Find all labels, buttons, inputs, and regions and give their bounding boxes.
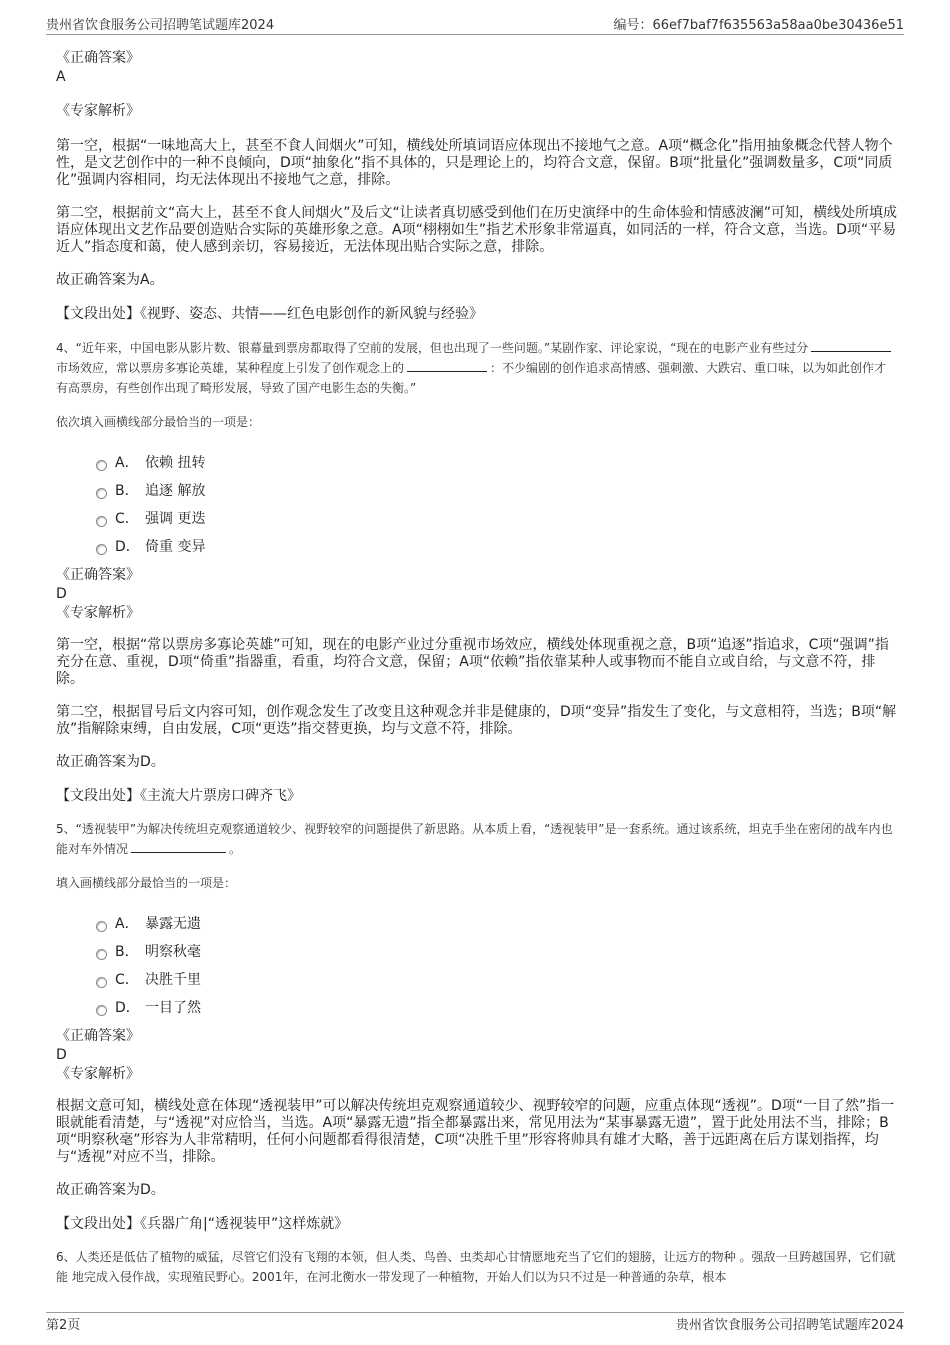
q4-stem-part-2: 市场效应，常以票房多寡论英雄，某种程度上引发了创作观念上的 bbox=[56, 361, 405, 375]
q4-instruction: 依次填入画横线部分最恰当的一项是： bbox=[56, 415, 261, 429]
radio-icon[interactable] bbox=[96, 460, 107, 471]
q5-instruction: 填入画横线部分最恰当的一项是： bbox=[56, 876, 237, 890]
q4-option-a[interactable]: A． 依赖 扭转 bbox=[96, 449, 898, 477]
q3-analysis-p2: 第二空，根据前文“高大上，甚至不食人间烟火”及后文“让读者真切感受到他们在历史演绎中的生命体验和情感波澜”可知，横线处所填成语应体现出文艺作品要创造贴合实际的英雄形象之意。A项“栩栩如生”指艺术形象非常逼真，如同活的一样，符合文意，当选。D项“平易近人”指态度和蔼，使人感到亲切，容易接近，无法体现出贴合实际之意，排除。 bbox=[56, 205, 898, 255]
q5-answer: D bbox=[56, 1047, 67, 1063]
q5-options bbox=[56, 910, 898, 1022]
q4-answer-label: 《正确答案》 bbox=[56, 567, 140, 583]
q5-answer-label: 《正确答案》 bbox=[56, 1028, 140, 1044]
q5-analysis-p1: 根据文意可知，横线处意在体现“透视装甲”可以解决传统坦克观察通道较少、视野较窄的问题，应重点体现“透视”。D项“一目了然”指一眼就能看清楚，与“透视”对应恰当，当选。A项“暴露无遗”指全都暴露出来，常见用法为“某事暴露无遗”，置于此处用法不当，排除；B项“明察秋毫”形容为人非常精明，任何小问题都看得很清楚，C项“决胜千里”形容将帅具有雄才大略，善于远距离在后方谋划指挥，均与“透视”对应不当，排除。 bbox=[56, 1098, 895, 1165]
page-header bbox=[46, 14, 904, 35]
q4-blank-1 bbox=[811, 351, 891, 352]
q4-stem-part-1: 4、“近年来，中国电影从影片数、银幕量到票房都取得了空前的发展，但也出现了一些问题。”某剧作家、评论家说，“现在的电影产业有些过分 bbox=[56, 341, 809, 355]
q4-stem-part-3: ：不少编剧的创作追求高情感、强刺激、大跌宕、重口味，以为如此创作才有高票房，有些创作出现了畸形发展，导致了国产电影生态的失衡。” bbox=[56, 361, 887, 395]
q5-stem bbox=[56, 819, 898, 859]
q3-source: 【文段出处】《视野、姿态、共情——红色电影创作的新风貌与经验》 bbox=[56, 306, 483, 322]
q4-stem bbox=[56, 338, 898, 398]
header-title: 贵州省饮食服务公司招聘笔试题库2024 bbox=[46, 18, 275, 33]
q5-source: 【文段出处】《兵器广角|“透视装甲”这样炼就》 bbox=[56, 1216, 349, 1232]
q5-option-a[interactable]: A． 暴露无遗 bbox=[96, 910, 898, 938]
radio-icon[interactable] bbox=[96, 977, 107, 988]
radio-icon[interactable] bbox=[96, 949, 107, 960]
q5-stem-part-1: 5、“透视装甲”为解决传统坦克观察通道较少、视野较窄的问题提供了新思路。从本质上看，“透视装甲”是一套系统。通过该系统，坦克手坐在密闭的战车内也能对车外情况 bbox=[56, 822, 893, 856]
q4-analysis-p2: 第二空，根据冒号后文内容可知，创作观念发生了改变且这种观念并非是健康的，D项“变异”指发生了变化，与文意相符，当选；B项“解放”指解除束缚，自由发展，C项“更迭”指交替更换，均与文意不符，排除。 bbox=[56, 704, 897, 737]
q4-options bbox=[56, 449, 898, 561]
q5-blank bbox=[131, 852, 226, 853]
radio-icon[interactable] bbox=[96, 544, 107, 555]
q5-conclusion: 故正确答案为D。 bbox=[56, 1182, 165, 1198]
footer-page-number: 第2页 bbox=[46, 1318, 81, 1333]
q3-answer: A bbox=[56, 69, 66, 85]
q4-option-b[interactable]: B． 追逐 解放 bbox=[96, 477, 898, 505]
page-content bbox=[56, 48, 898, 1287]
q4-analysis-label: 《专家解析》 bbox=[56, 605, 140, 621]
q4-option-c[interactable]: C． 强调 更迭 bbox=[96, 505, 898, 533]
q5-option-b[interactable]: B． 明察秋毫 bbox=[96, 938, 898, 966]
q4-conclusion: 故正确答案为D。 bbox=[56, 754, 165, 770]
q4-blank-2 bbox=[407, 371, 487, 372]
q4-answer: D bbox=[56, 586, 67, 602]
q3-analysis-label: 《专家解析》 bbox=[56, 103, 140, 119]
q3-conclusion: 故正确答案为A。 bbox=[56, 272, 164, 288]
page-footer bbox=[46, 1312, 904, 1333]
q5-option-d[interactable]: D． 一目了然 bbox=[96, 994, 898, 1022]
radio-icon[interactable] bbox=[96, 488, 107, 499]
q4-analysis-p1: 第一空，根据“常以票房多寡论英雄”可知，现在的电影产业过分重视市场效应，横线处体现重视之意，B项“追逐”指追求，C项“强调”指充分在意、重视，D项“倚重”指器重，看重，均符合文意，保留；A项“依赖”指依靠某种人或事物而不能自立或自给，与文意不符，排除。 bbox=[56, 637, 889, 687]
q4-source: 【文段出处】《主流大片票房口碑齐飞》 bbox=[56, 788, 301, 804]
q5-option-c[interactable]: C． 决胜千里 bbox=[96, 966, 898, 994]
radio-icon[interactable] bbox=[96, 516, 107, 527]
q3-answer-label: 《正确答案》 bbox=[56, 50, 140, 66]
radio-icon[interactable] bbox=[96, 1005, 107, 1016]
q5-stem-part-2: 。 bbox=[229, 842, 242, 856]
q3-analysis-p1: 第一空，根据“一味地高大上，甚至不食人间烟火”可知，横线处所填词语应体现出不接地气之意。A项“概念化”指用抽象概念代替人物个性，是文艺创作中的一种不良倾向，D项“抽象化”指不具体的，只是理论上的，均符合文意，保留。B项“批量化”强调数量多，C项“同质化”强调内容相同，均无法体现出不接地气之意，排除。 bbox=[56, 138, 893, 188]
q5-analysis-label: 《专家解析》 bbox=[56, 1066, 140, 1082]
header-doc-id: 编号：66ef7baf7f635563a58aa0be30436e51 bbox=[613, 18, 904, 33]
q6-stem: 6、人类还是低估了植物的威猛，尽管它们没有飞翔的本领，但人类、鸟兽、虫类却心甘情愿地充当了它们的翅膀，让远方的物种 。强敌一旦跨越国界，它们就能 地完成入侵作战，实现殖民野心。2001年，在河北衡水一带发现了一种植物，开始人们以为只不过是一种普通的杂草，根本 bbox=[56, 1250, 896, 1284]
q4-option-d[interactable]: D． 倚重 变异 bbox=[96, 533, 898, 561]
radio-icon[interactable] bbox=[96, 921, 107, 932]
footer-title: 贵州省饮食服务公司招聘笔试题库2024 bbox=[675, 1318, 904, 1333]
